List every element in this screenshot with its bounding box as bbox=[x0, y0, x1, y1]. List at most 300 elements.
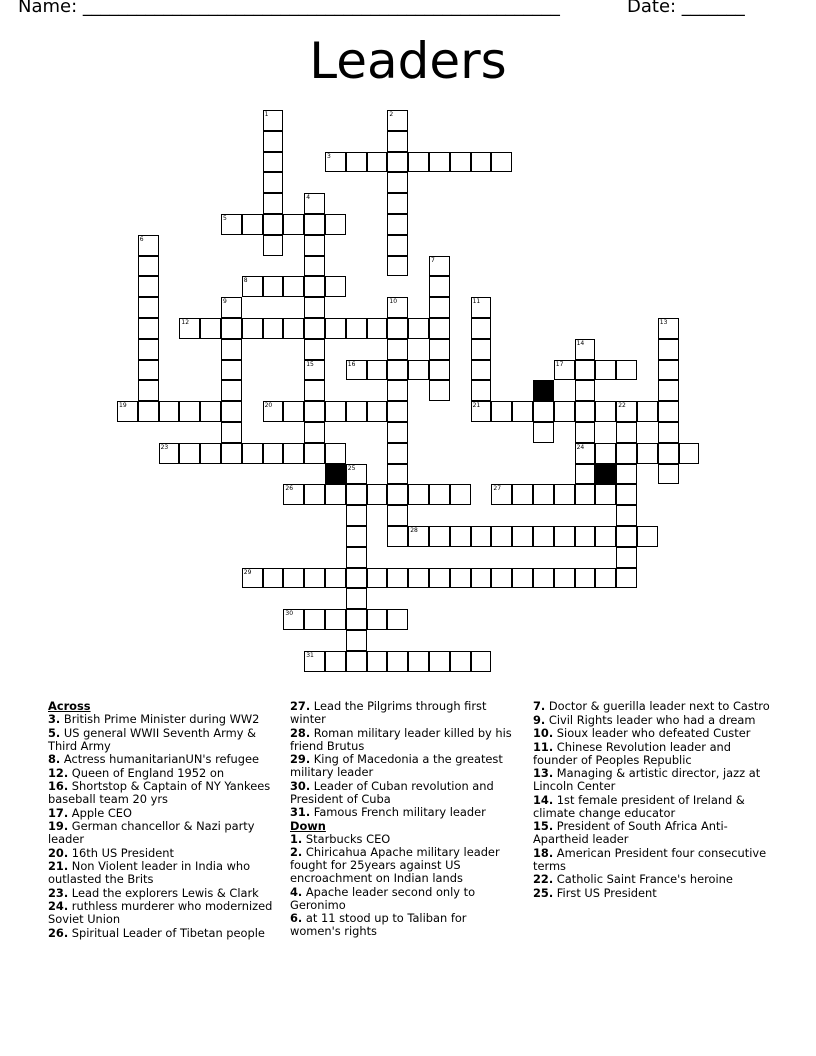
down-clue bbox=[533, 887, 773, 900]
cell-number: 16 bbox=[347, 360, 356, 368]
grid-cell[interactable] bbox=[471, 526, 492, 547]
grid-cell[interactable] bbox=[263, 172, 284, 193]
grid-cell[interactable] bbox=[346, 401, 367, 422]
cell-number: 1 bbox=[264, 111, 269, 118]
grid-cell[interactable] bbox=[242, 568, 263, 589]
grid-cell[interactable] bbox=[658, 443, 679, 464]
grid-cell[interactable] bbox=[450, 526, 471, 547]
grid-cell[interactable] bbox=[138, 256, 159, 277]
grid-cell[interactable] bbox=[346, 651, 367, 672]
clue-text: 1st female president of Ireland & climate change educator bbox=[533, 792, 745, 820]
grid-cell[interactable] bbox=[138, 297, 159, 318]
grid-cell[interactable] bbox=[429, 318, 450, 339]
grid-cell[interactable] bbox=[387, 131, 408, 152]
grid-cell[interactable] bbox=[283, 214, 304, 235]
grid-cell[interactable] bbox=[429, 152, 450, 173]
grid-cell[interactable] bbox=[616, 484, 637, 505]
grid-cell[interactable] bbox=[221, 422, 242, 443]
down-clue bbox=[533, 767, 773, 793]
grid-cell[interactable] bbox=[429, 568, 450, 589]
grid-cell[interactable] bbox=[138, 339, 159, 360]
across-clue bbox=[48, 820, 278, 846]
grid-cell[interactable] bbox=[387, 152, 408, 173]
down-clue bbox=[290, 912, 520, 938]
clue-number: 13. bbox=[533, 766, 554, 780]
clue-text: Shortstop & Captain of NY Yankees baseball team 20 yrs bbox=[48, 779, 271, 806]
across-clue bbox=[48, 713, 278, 726]
grid-cell[interactable] bbox=[325, 609, 346, 630]
grid-cell[interactable] bbox=[263, 193, 284, 214]
across-clue bbox=[48, 807, 278, 820]
down-heading: Down bbox=[290, 818, 326, 833]
grid-cell[interactable] bbox=[533, 401, 554, 422]
grid-cell[interactable] bbox=[616, 568, 637, 589]
grid-cell[interactable] bbox=[429, 484, 450, 505]
grid-cell[interactable] bbox=[387, 256, 408, 277]
cell-number: 10 bbox=[389, 298, 398, 306]
across-clues-part2 bbox=[290, 700, 520, 819]
grid-cell[interactable] bbox=[346, 152, 367, 173]
across-clue bbox=[290, 753, 520, 779]
grid-cell[interactable] bbox=[616, 526, 637, 547]
grid-cell[interactable] bbox=[575, 401, 596, 422]
down-clue bbox=[533, 727, 773, 740]
grid-cell[interactable] bbox=[304, 193, 325, 214]
grid-cell[interactable] bbox=[200, 401, 221, 422]
grid-cell[interactable] bbox=[533, 422, 554, 443]
grid-cell[interactable] bbox=[616, 464, 637, 485]
grid-cell[interactable] bbox=[408, 568, 429, 589]
grid-cell[interactable] bbox=[429, 297, 450, 318]
clue-number: 18. bbox=[533, 845, 554, 860]
grid-cell[interactable] bbox=[263, 401, 284, 422]
grid-cell[interactable] bbox=[304, 609, 325, 630]
cell-number: 15 bbox=[306, 360, 314, 368]
grid-cell[interactable] bbox=[325, 152, 346, 173]
grid-cell[interactable] bbox=[304, 651, 325, 672]
grid-cell[interactable] bbox=[387, 401, 408, 422]
grid-cell[interactable] bbox=[471, 360, 492, 381]
grid-cell[interactable] bbox=[595, 443, 616, 464]
grid-cell[interactable] bbox=[575, 443, 596, 464]
across-clue bbox=[48, 727, 278, 753]
grid-cell[interactable] bbox=[304, 380, 325, 401]
grid-cell[interactable] bbox=[637, 443, 658, 464]
cell-number: 2 bbox=[389, 111, 394, 118]
across-clue bbox=[290, 780, 520, 806]
grid-cell[interactable] bbox=[554, 401, 575, 422]
grid-cell[interactable] bbox=[429, 276, 450, 297]
grid-cell[interactable] bbox=[283, 484, 304, 505]
clue-number: 26. bbox=[48, 925, 69, 940]
grid-cell[interactable] bbox=[200, 318, 221, 339]
grid-cell[interactable] bbox=[221, 360, 242, 381]
grid-cell[interactable] bbox=[387, 193, 408, 214]
grid-cell[interactable] bbox=[367, 651, 388, 672]
clue-number: 15. bbox=[533, 819, 554, 833]
grid-cell[interactable] bbox=[304, 443, 325, 464]
grid-cell[interactable] bbox=[367, 609, 388, 630]
grid-cell[interactable] bbox=[408, 526, 429, 547]
grid-cell[interactable] bbox=[471, 339, 492, 360]
clue-text: British Prime Minister during WW2 bbox=[60, 712, 260, 726]
cell-number: 22 bbox=[618, 402, 626, 410]
grid-cell[interactable] bbox=[658, 380, 679, 401]
clue-number: 3. bbox=[48, 712, 61, 726]
grid-cell[interactable] bbox=[491, 401, 512, 422]
grid-cell[interactable] bbox=[263, 131, 284, 152]
cell-number: 11 bbox=[472, 298, 481, 306]
down-clue bbox=[533, 700, 773, 713]
grid-cell[interactable] bbox=[616, 547, 637, 568]
cell-number: 9 bbox=[223, 298, 227, 306]
grid-cell[interactable] bbox=[346, 464, 367, 485]
grid-cell[interactable] bbox=[367, 484, 388, 505]
grid-cell[interactable] bbox=[159, 401, 180, 422]
grid-cell[interactable] bbox=[575, 380, 596, 401]
grid-cell[interactable] bbox=[408, 360, 429, 381]
clue-number: 8. bbox=[48, 752, 61, 766]
grid-cell[interactable] bbox=[471, 297, 492, 318]
clue-text: American President four consecutive terms bbox=[533, 845, 767, 873]
grid-cell[interactable] bbox=[138, 360, 159, 381]
grid-cell[interactable] bbox=[263, 443, 284, 464]
grid-cell[interactable] bbox=[304, 568, 325, 589]
grid-cell[interactable] bbox=[387, 651, 408, 672]
cell-number: 20 bbox=[264, 402, 273, 410]
grid-cell[interactable] bbox=[575, 526, 596, 547]
grid-cell[interactable] bbox=[658, 360, 679, 381]
grid-cell[interactable] bbox=[491, 568, 512, 589]
grid-cell[interactable] bbox=[387, 235, 408, 256]
grid-cell[interactable] bbox=[408, 651, 429, 672]
clue-number: 5. bbox=[48, 725, 61, 740]
cell-number: 29 bbox=[243, 568, 252, 576]
grid-cell[interactable] bbox=[325, 651, 346, 672]
clue-number: 1. bbox=[290, 831, 303, 846]
grid-cell[interactable] bbox=[346, 360, 367, 381]
grid-cell[interactable] bbox=[595, 401, 616, 422]
grid-cell[interactable] bbox=[450, 651, 471, 672]
cell-number: 5 bbox=[223, 215, 227, 222]
grid-cell[interactable] bbox=[367, 568, 388, 589]
grid-cell[interactable] bbox=[491, 152, 512, 173]
grid-cell[interactable] bbox=[616, 401, 637, 422]
clue-number: 31. bbox=[290, 805, 311, 819]
grid-cell[interactable] bbox=[221, 297, 242, 318]
grid-cell[interactable] bbox=[408, 318, 429, 339]
clue-text: ruthless murderer who modernized Soviet Union bbox=[48, 899, 273, 926]
grid-cell[interactable] bbox=[658, 401, 679, 422]
cell-number: 28 bbox=[410, 527, 418, 534]
clue-number: 14. bbox=[533, 792, 554, 807]
grid-cell[interactable] bbox=[179, 401, 200, 422]
grid-cell[interactable] bbox=[346, 568, 367, 589]
grid-cell[interactable] bbox=[658, 422, 679, 443]
grid-cell[interactable] bbox=[387, 339, 408, 360]
grid-cell[interactable] bbox=[221, 318, 242, 339]
grid-cell[interactable] bbox=[221, 380, 242, 401]
grid-cell[interactable] bbox=[304, 276, 325, 297]
clue-number: 19. bbox=[48, 819, 69, 833]
cell-number: 14 bbox=[576, 339, 585, 347]
down-clue bbox=[290, 846, 520, 885]
clue-text: Non Violent leader in India who outlasted the Brits bbox=[48, 859, 251, 886]
grid-cell[interactable] bbox=[387, 318, 408, 339]
grid-cell[interactable] bbox=[304, 297, 325, 318]
clue-number: 23. bbox=[48, 885, 69, 900]
grid-cell[interactable] bbox=[679, 443, 700, 464]
down-clue bbox=[533, 847, 773, 873]
clue-text: Catholic Saint France's heroine bbox=[553, 872, 733, 886]
grid-cell[interactable] bbox=[117, 401, 138, 422]
grid-cell[interactable] bbox=[387, 360, 408, 381]
grid-cell[interactable] bbox=[325, 401, 346, 422]
grid-cell[interactable] bbox=[346, 547, 367, 568]
grid-cell[interactable] bbox=[575, 568, 596, 589]
grid-cell[interactable] bbox=[491, 526, 512, 547]
grid-cell[interactable] bbox=[595, 568, 616, 589]
grid-cell[interactable] bbox=[387, 464, 408, 485]
grid-cell[interactable] bbox=[512, 526, 533, 547]
grid-cell[interactable] bbox=[616, 422, 637, 443]
name-field-label: Name: _____________________________________________________ bbox=[18, 0, 560, 17]
grid-cell[interactable] bbox=[221, 214, 242, 235]
grid-cell[interactable] bbox=[387, 443, 408, 464]
grid-cell[interactable] bbox=[658, 339, 679, 360]
grid-cell[interactable] bbox=[450, 568, 471, 589]
clue-text: Managing & artistic director, jazz at Lincoln Center bbox=[533, 766, 761, 793]
clue-number: 30. bbox=[290, 778, 311, 793]
grid-cell[interactable] bbox=[387, 110, 408, 131]
grid-cell[interactable] bbox=[658, 464, 679, 485]
grid-cell[interactable] bbox=[429, 256, 450, 277]
grid-cell[interactable] bbox=[471, 401, 492, 422]
grid-cell[interactable] bbox=[533, 568, 554, 589]
grid-cell[interactable] bbox=[138, 318, 159, 339]
grid-cell[interactable] bbox=[325, 568, 346, 589]
grid-cell[interactable] bbox=[346, 526, 367, 547]
grid-cell[interactable] bbox=[554, 526, 575, 547]
grid-cell[interactable] bbox=[304, 235, 325, 256]
grid-cell[interactable] bbox=[367, 401, 388, 422]
grid-cell[interactable] bbox=[304, 401, 325, 422]
grid-cell[interactable] bbox=[242, 214, 263, 235]
grid-cell[interactable] bbox=[387, 505, 408, 526]
grid-cell[interactable] bbox=[138, 235, 159, 256]
grid-cell[interactable] bbox=[325, 443, 346, 464]
grid-cell[interactable] bbox=[512, 484, 533, 505]
grid-cell[interactable] bbox=[450, 484, 471, 505]
grid-cell[interactable] bbox=[263, 276, 284, 297]
grid-cell[interactable] bbox=[283, 318, 304, 339]
clue-number: 16. bbox=[48, 779, 69, 793]
grid-cell[interactable] bbox=[637, 401, 658, 422]
clue-text: Actress humanitarianUN's refugee bbox=[60, 752, 259, 766]
grid-cell[interactable] bbox=[429, 339, 450, 360]
cell-number: 3 bbox=[327, 152, 331, 160]
clue-text: Roman military leader killed by his friend Brutus bbox=[290, 725, 512, 753]
grid-cell[interactable] bbox=[471, 318, 492, 339]
across-clue bbox=[48, 753, 278, 766]
grid-cell[interactable] bbox=[408, 152, 429, 173]
grid-cell[interactable] bbox=[533, 526, 554, 547]
grid-cell[interactable] bbox=[138, 401, 159, 422]
grid-cell[interactable] bbox=[304, 339, 325, 360]
grid-cell[interactable] bbox=[387, 609, 408, 630]
grid-cell[interactable] bbox=[346, 609, 367, 630]
grid-cell[interactable] bbox=[304, 256, 325, 277]
grid-cell[interactable] bbox=[263, 318, 284, 339]
grid-cell[interactable] bbox=[575, 464, 596, 485]
grid-cell[interactable] bbox=[304, 360, 325, 381]
grid-cell[interactable] bbox=[387, 297, 408, 318]
across-clues-part1 bbox=[48, 713, 278, 940]
grid-cell[interactable] bbox=[595, 360, 616, 381]
grid-cell[interactable] bbox=[533, 484, 554, 505]
grid-cell[interactable] bbox=[512, 568, 533, 589]
down-clue bbox=[290, 886, 520, 912]
grid-cell[interactable] bbox=[367, 318, 388, 339]
grid-cell[interactable] bbox=[263, 110, 284, 131]
cell-number: 31 bbox=[306, 651, 314, 659]
cell-number: 30 bbox=[285, 610, 294, 618]
clue-text: Leader of Cuban revolution and President of Cuba bbox=[290, 778, 494, 806]
grid-cell[interactable] bbox=[221, 443, 242, 464]
clue-text: King of Macedonia a the greatest military leader bbox=[290, 752, 503, 779]
grid-cell[interactable] bbox=[387, 422, 408, 443]
grid-cell[interactable] bbox=[346, 505, 367, 526]
grid-cell[interactable] bbox=[387, 484, 408, 505]
grid-cell[interactable] bbox=[346, 588, 367, 609]
grid-cell[interactable] bbox=[304, 484, 325, 505]
clue-text: Spiritual Leader of Tibetan people bbox=[68, 925, 265, 940]
grid-cell[interactable] bbox=[263, 214, 284, 235]
grid-cell[interactable] bbox=[471, 380, 492, 401]
grid-cell[interactable] bbox=[575, 360, 596, 381]
clue-number: 20. bbox=[48, 845, 69, 860]
grid-cell[interactable] bbox=[658, 318, 679, 339]
clue-number: 6. bbox=[290, 911, 303, 925]
grid-cell[interactable] bbox=[346, 630, 367, 651]
clue-number: 25. bbox=[533, 885, 554, 900]
grid-cell[interactable] bbox=[387, 380, 408, 401]
grid-cell[interactable] bbox=[325, 484, 346, 505]
grid-black-cell bbox=[595, 464, 616, 485]
grid-cell[interactable] bbox=[346, 318, 367, 339]
clue-text: Starbucks CEO bbox=[302, 831, 391, 846]
clue-text: Doctor & guerilla leader next to Castro bbox=[545, 699, 770, 713]
date-field-label: Date: _______ bbox=[627, 0, 745, 17]
grid-cell[interactable] bbox=[471, 568, 492, 589]
grid-cell[interactable] bbox=[138, 380, 159, 401]
grid-cell[interactable] bbox=[346, 484, 367, 505]
clue-number: 2. bbox=[290, 845, 303, 859]
grid-cell[interactable] bbox=[387, 526, 408, 547]
grid-cell[interactable] bbox=[616, 443, 637, 464]
grid-cell[interactable] bbox=[429, 380, 450, 401]
grid-cell[interactable] bbox=[179, 318, 200, 339]
grid-cell[interactable] bbox=[595, 484, 616, 505]
across-clue bbox=[290, 727, 520, 753]
down-clue bbox=[533, 873, 773, 886]
grid-cell[interactable] bbox=[304, 318, 325, 339]
grid-cell[interactable] bbox=[575, 339, 596, 360]
across-clue bbox=[48, 767, 278, 780]
clue-text: German chancellor & Nazi party leader bbox=[48, 819, 255, 846]
grid-cell[interactable] bbox=[429, 360, 450, 381]
grid-cell[interactable] bbox=[512, 401, 533, 422]
grid-cell[interactable] bbox=[283, 568, 304, 589]
grid-cell[interactable] bbox=[616, 505, 637, 526]
grid-cell[interactable] bbox=[242, 276, 263, 297]
grid-cell[interactable] bbox=[450, 152, 471, 173]
clue-number: 27. bbox=[290, 699, 311, 713]
grid-cell[interactable] bbox=[595, 526, 616, 547]
grid-cell[interactable] bbox=[554, 568, 575, 589]
grid-cell[interactable] bbox=[304, 214, 325, 235]
grid-cell[interactable] bbox=[367, 360, 388, 381]
grid-cell[interactable] bbox=[325, 214, 346, 235]
grid-cell[interactable] bbox=[179, 443, 200, 464]
grid-cell[interactable] bbox=[221, 401, 242, 422]
grid-cell[interactable] bbox=[242, 318, 263, 339]
grid-cell[interactable] bbox=[325, 276, 346, 297]
grid-cell[interactable] bbox=[283, 443, 304, 464]
grid-cell[interactable] bbox=[387, 172, 408, 193]
clue-text: at 11 stood up to Taliban for women's rights bbox=[290, 911, 467, 938]
grid-cell[interactable] bbox=[616, 360, 637, 381]
grid-cell[interactable] bbox=[491, 484, 512, 505]
cell-number: 19 bbox=[119, 402, 127, 410]
grid-cell[interactable] bbox=[263, 235, 284, 256]
clue-text: Queen of England 1952 on bbox=[68, 765, 225, 780]
grid-cell[interactable] bbox=[283, 609, 304, 630]
grid-cell[interactable] bbox=[471, 651, 492, 672]
across-clue bbox=[48, 900, 278, 926]
grid-cell[interactable] bbox=[429, 651, 450, 672]
clue-number: 11. bbox=[533, 739, 554, 754]
grid-cell[interactable] bbox=[263, 568, 284, 589]
grid-cell[interactable] bbox=[138, 276, 159, 297]
grid-cell[interactable] bbox=[387, 568, 408, 589]
clue-text: Chinese Revolution leader and founder of Peoples Republic bbox=[533, 739, 732, 767]
grid-cell[interactable] bbox=[408, 484, 429, 505]
grid-cell[interactable] bbox=[325, 318, 346, 339]
grid-cell[interactable] bbox=[242, 443, 263, 464]
grid-cell[interactable] bbox=[471, 152, 492, 173]
clue-text: Chiricahua Apache military leader fought for 25years against US encroachment on Indian lands bbox=[290, 845, 500, 885]
grid-cell[interactable] bbox=[159, 443, 180, 464]
grid-cell[interactable] bbox=[200, 443, 221, 464]
down-clue bbox=[533, 741, 773, 767]
grid-cell[interactable] bbox=[554, 360, 575, 381]
grid-cell[interactable] bbox=[637, 526, 658, 547]
grid-cell[interactable] bbox=[575, 484, 596, 505]
grid-cell[interactable] bbox=[387, 214, 408, 235]
grid-cell[interactable] bbox=[283, 276, 304, 297]
grid-cell[interactable] bbox=[283, 401, 304, 422]
clue-text: Famous French military leader bbox=[310, 805, 486, 819]
clue-text: Apple CEO bbox=[68, 805, 132, 820]
grid-cell[interactable] bbox=[575, 422, 596, 443]
grid-cell[interactable] bbox=[221, 339, 242, 360]
grid-cell[interactable] bbox=[367, 152, 388, 173]
grid-cell[interactable] bbox=[429, 526, 450, 547]
grid-cell[interactable] bbox=[263, 152, 284, 173]
grid-cell[interactable] bbox=[304, 422, 325, 443]
grid-cell[interactable] bbox=[554, 484, 575, 505]
